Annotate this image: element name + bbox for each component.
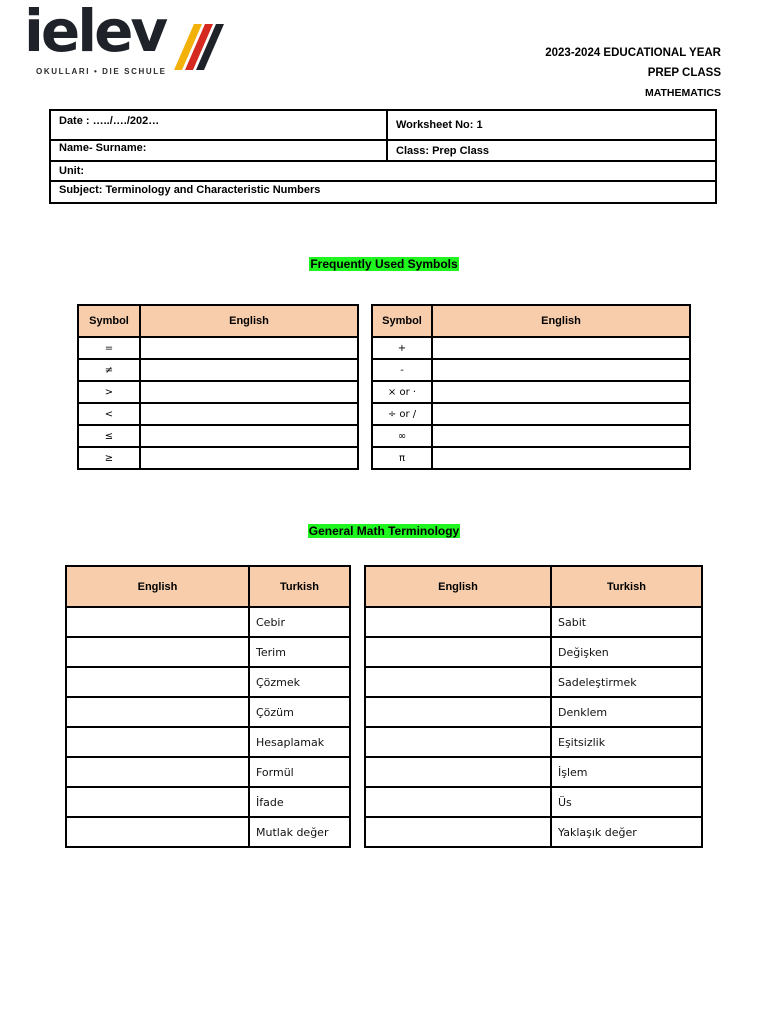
english-answer-cell[interactable] bbox=[432, 359, 690, 381]
english-answer-cell[interactable] bbox=[66, 637, 249, 667]
column-header-symbol: Symbol bbox=[372, 305, 432, 337]
english-answer-cell[interactable] bbox=[432, 403, 690, 425]
turkish-term: İfade bbox=[249, 787, 350, 817]
symbol-cell: - bbox=[372, 359, 432, 381]
column-header-turkish: Turkish bbox=[249, 566, 350, 607]
turkish-term: Formül bbox=[249, 757, 350, 787]
english-answer-cell[interactable] bbox=[140, 447, 358, 469]
english-answer-cell[interactable] bbox=[365, 787, 551, 817]
turkish-term: Değişken bbox=[551, 637, 702, 667]
logo-wordmark: ielev bbox=[24, 0, 166, 65]
subject-field: Subject: Terminology and Characteristic Numbers bbox=[50, 181, 716, 203]
turkish-term: Mutlak değer bbox=[249, 817, 350, 847]
english-answer-cell[interactable] bbox=[365, 697, 551, 727]
english-answer-cell[interactable] bbox=[432, 337, 690, 359]
column-header-turkish: Turkish bbox=[551, 566, 702, 607]
symbol-cell: = bbox=[78, 337, 140, 359]
symbol-cell: ≠ bbox=[78, 359, 140, 381]
logo-tagline: OKULLARI • DIE SCHULE bbox=[36, 67, 167, 76]
english-answer-cell[interactable] bbox=[140, 381, 358, 403]
class-field: Class: Prep Class bbox=[387, 140, 716, 161]
turkish-term: Hesaplamak bbox=[249, 727, 350, 757]
turkish-term: Çözüm bbox=[249, 697, 350, 727]
class-level: PREP CLASS bbox=[647, 67, 721, 79]
turkish-term: Cebir bbox=[249, 607, 350, 637]
symbol-cell: ÷ or / bbox=[372, 403, 432, 425]
document-header bbox=[545, 43, 721, 103]
english-answer-cell[interactable] bbox=[432, 381, 690, 403]
symbol-cell: ∞ bbox=[372, 425, 432, 447]
english-answer-cell[interactable] bbox=[365, 757, 551, 787]
turkish-term: Sabit bbox=[551, 607, 702, 637]
english-answer-cell[interactable] bbox=[66, 697, 249, 727]
turkish-term: Denklem bbox=[551, 697, 702, 727]
english-answer-cell[interactable] bbox=[432, 425, 690, 447]
symbol-cell: π bbox=[372, 447, 432, 469]
turkish-term: Terim bbox=[249, 637, 350, 667]
symbols-title: Frequently Used Symbols bbox=[310, 257, 458, 271]
school-logo bbox=[24, 0, 204, 80]
column-header-english: English bbox=[432, 305, 690, 337]
worksheet-number: Worksheet No: 1 bbox=[387, 110, 716, 140]
english-answer-cell[interactable] bbox=[66, 607, 249, 637]
name-surname-field[interactable]: Name- Surname: bbox=[50, 140, 387, 161]
symbol-cell: ≤ bbox=[78, 425, 140, 447]
symbols-table-left bbox=[77, 304, 359, 470]
turkish-term: Yaklaşık değer bbox=[551, 817, 702, 847]
terminology-table-left bbox=[65, 565, 351, 848]
symbol-cell: > bbox=[78, 381, 140, 403]
symbol-cell: × or · bbox=[372, 381, 432, 403]
english-answer-cell[interactable] bbox=[365, 607, 551, 637]
english-answer-cell[interactable] bbox=[365, 817, 551, 847]
subject-heading: MATHEMATICS bbox=[644, 87, 721, 99]
english-answer-cell[interactable] bbox=[365, 667, 551, 697]
column-header-english: English bbox=[66, 566, 249, 607]
terminology-table-right bbox=[364, 565, 703, 848]
student-info-table bbox=[49, 109, 717, 204]
unit-field[interactable]: Unit: bbox=[50, 161, 716, 181]
turkish-term: Üs bbox=[551, 787, 702, 817]
column-header-english: English bbox=[365, 566, 551, 607]
turkish-term: Çözmek bbox=[249, 667, 350, 697]
english-answer-cell[interactable] bbox=[432, 447, 690, 469]
english-answer-cell[interactable] bbox=[66, 667, 249, 697]
english-answer-cell[interactable] bbox=[140, 403, 358, 425]
english-answer-cell[interactable] bbox=[365, 637, 551, 667]
logo-stripes-icon bbox=[172, 24, 224, 70]
symbols-table-right bbox=[371, 304, 691, 470]
english-answer-cell[interactable] bbox=[140, 359, 358, 381]
symbol-cell: ≥ bbox=[78, 447, 140, 469]
turkish-term: İşlem bbox=[551, 757, 702, 787]
column-header-english: English bbox=[140, 305, 358, 337]
symbol-cell: < bbox=[78, 403, 140, 425]
symbol-cell: + bbox=[372, 337, 432, 359]
english-answer-cell[interactable] bbox=[66, 787, 249, 817]
educational-year: 2023-2024 EDUCATIONAL YEAR bbox=[545, 47, 721, 59]
english-answer-cell[interactable] bbox=[66, 727, 249, 757]
english-answer-cell[interactable] bbox=[140, 425, 358, 447]
english-answer-cell[interactable] bbox=[66, 817, 249, 847]
english-answer-cell[interactable] bbox=[66, 757, 249, 787]
english-answer-cell[interactable] bbox=[365, 727, 551, 757]
turkish-term: Sadeleştirmek bbox=[551, 667, 702, 697]
date-field[interactable]: Date : …../…./202… bbox=[50, 110, 387, 140]
terminology-title: General Math Terminology bbox=[308, 524, 460, 538]
column-header-symbol: Symbol bbox=[78, 305, 140, 337]
english-answer-cell[interactable] bbox=[140, 337, 358, 359]
turkish-term: Eşitsizlik bbox=[551, 727, 702, 757]
